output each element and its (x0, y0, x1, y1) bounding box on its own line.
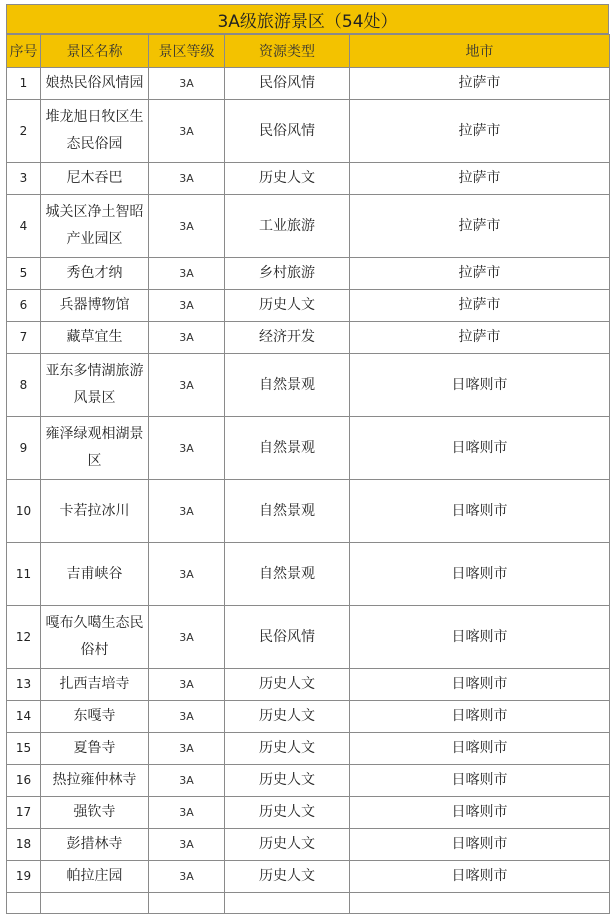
table-row (7, 480, 610, 543)
cell-grade: 3A (149, 68, 225, 100)
cell-city: 拉萨市 (350, 100, 610, 163)
column-header-name: 景区名称 (41, 35, 149, 68)
cell-grade: 3A (149, 354, 225, 417)
cell-name: 秀色才纳 (41, 258, 149, 290)
cell-city: 日喀则市 (350, 797, 610, 829)
cell-name: 东嘎寺 (41, 701, 149, 733)
cell-seq: 14 (7, 701, 41, 733)
cell-grade: 3A (149, 480, 225, 543)
cell-type: 历史人文 (225, 669, 350, 701)
cell-name: 卡若拉冰川 (41, 480, 149, 543)
cell-name: 藏草宜生 (41, 322, 149, 354)
cell-seq: 18 (7, 829, 41, 861)
cell-city: 日喀则市 (350, 829, 610, 861)
cell-grade: 3A (149, 417, 225, 480)
cell-seq: 15 (7, 733, 41, 765)
table-row (7, 258, 610, 290)
cell-empty (149, 893, 225, 914)
table-row (7, 195, 610, 258)
cell-grade: 3A (149, 606, 225, 669)
cell-name: 堆龙旭日牧区生态民俗园 (41, 100, 149, 163)
cell-grade: 3A (149, 163, 225, 195)
cell-name: 尼木吞巴 (41, 163, 149, 195)
cell-grade: 3A (149, 290, 225, 322)
cell-name: 嘎布久噶生态民俗村 (41, 606, 149, 669)
cell-seq: 2 (7, 100, 41, 163)
cell-type: 自然景观 (225, 354, 350, 417)
table-row (7, 290, 610, 322)
cell-empty (350, 893, 610, 914)
cell-seq: 5 (7, 258, 41, 290)
cell-grade: 3A (149, 543, 225, 606)
cell-seq: 13 (7, 669, 41, 701)
cell-type: 民俗风情 (225, 606, 350, 669)
cell-city: 日喀则市 (350, 701, 610, 733)
cell-name: 亚东多情湖旅游风景区 (41, 354, 149, 417)
cell-seq: 3 (7, 163, 41, 195)
cell-name: 雍泽绿观相湖景区 (41, 417, 149, 480)
cell-city: 日喀则市 (350, 354, 610, 417)
cell-name: 热拉雍仲林寺 (41, 765, 149, 797)
cell-city: 日喀则市 (350, 480, 610, 543)
cell-name: 彭措林寺 (41, 829, 149, 861)
cell-grade: 3A (149, 861, 225, 893)
cell-type: 自然景观 (225, 543, 350, 606)
table-row (7, 797, 610, 829)
cell-name: 兵器博物馆 (41, 290, 149, 322)
cell-seq: 8 (7, 354, 41, 417)
header-row (7, 35, 610, 68)
cell-city: 日喀则市 (350, 417, 610, 480)
table-title: 3A级旅游景区（54处） (6, 4, 609, 34)
cell-grade: 3A (149, 258, 225, 290)
column-header-city: 地市 (350, 35, 610, 68)
cell-name: 扎西吉培寺 (41, 669, 149, 701)
cell-type: 历史人文 (225, 829, 350, 861)
table-row (7, 733, 610, 765)
cell-type: 历史人文 (225, 861, 350, 893)
table-row (7, 829, 610, 861)
cell-empty (225, 893, 350, 914)
column-header-grade: 景区等级 (149, 35, 225, 68)
table-row (7, 861, 610, 893)
cell-city: 日喀则市 (350, 733, 610, 765)
cell-city: 拉萨市 (350, 290, 610, 322)
table-row (7, 322, 610, 354)
cell-city: 拉萨市 (350, 195, 610, 258)
cell-name: 吉甫峡谷 (41, 543, 149, 606)
cell-city: 日喀则市 (350, 765, 610, 797)
scenic-area-table-sheet (6, 4, 609, 914)
cell-grade: 3A (149, 100, 225, 163)
cell-empty (41, 893, 149, 914)
cell-name: 夏鲁寺 (41, 733, 149, 765)
cell-city: 拉萨市 (350, 258, 610, 290)
cell-seq: 7 (7, 322, 41, 354)
table-row (7, 669, 610, 701)
cell-type: 经济开发 (225, 322, 350, 354)
cell-seq: 10 (7, 480, 41, 543)
cell-grade: 3A (149, 829, 225, 861)
cell-name: 城关区净土智昭产业园区 (41, 195, 149, 258)
cell-type: 历史人文 (225, 163, 350, 195)
cell-empty (7, 893, 41, 914)
table-row (7, 68, 610, 100)
cell-grade: 3A (149, 322, 225, 354)
table-row (7, 354, 610, 417)
cell-grade: 3A (149, 733, 225, 765)
cell-type: 民俗风情 (225, 100, 350, 163)
cell-seq: 11 (7, 543, 41, 606)
table-row-cut-off (7, 893, 610, 914)
table-row (7, 163, 610, 195)
cell-grade: 3A (149, 195, 225, 258)
cell-seq: 19 (7, 861, 41, 893)
table-row (7, 543, 610, 606)
cell-seq: 4 (7, 195, 41, 258)
cell-type: 工业旅游 (225, 195, 350, 258)
table-row (7, 100, 610, 163)
table-row (7, 606, 610, 669)
cell-type: 历史人文 (225, 701, 350, 733)
cell-type: 历史人文 (225, 733, 350, 765)
table-row (7, 765, 610, 797)
cell-city: 日喀则市 (350, 669, 610, 701)
cell-type: 历史人文 (225, 797, 350, 829)
cell-seq: 16 (7, 765, 41, 797)
cell-name: 强钦寺 (41, 797, 149, 829)
table-row (7, 417, 610, 480)
cell-seq: 12 (7, 606, 41, 669)
cell-seq: 6 (7, 290, 41, 322)
cell-name: 娘热民俗风情园 (41, 68, 149, 100)
cell-city: 日喀则市 (350, 543, 610, 606)
cell-seq: 9 (7, 417, 41, 480)
cell-type: 自然景观 (225, 417, 350, 480)
cell-city: 拉萨市 (350, 322, 610, 354)
cell-city: 拉萨市 (350, 68, 610, 100)
cell-grade: 3A (149, 669, 225, 701)
cell-city: 日喀则市 (350, 606, 610, 669)
cell-type: 历史人文 (225, 290, 350, 322)
cell-type: 自然景观 (225, 480, 350, 543)
cell-seq: 17 (7, 797, 41, 829)
cell-type: 历史人文 (225, 765, 350, 797)
scenic-area-table (6, 34, 610, 914)
cell-name: 帕拉庄园 (41, 861, 149, 893)
table-row (7, 701, 610, 733)
cell-city: 日喀则市 (350, 861, 610, 893)
cell-grade: 3A (149, 765, 225, 797)
cell-grade: 3A (149, 701, 225, 733)
cell-type: 乡村旅游 (225, 258, 350, 290)
cell-grade: 3A (149, 797, 225, 829)
cell-type: 民俗风情 (225, 68, 350, 100)
column-header-type: 资源类型 (225, 35, 350, 68)
column-header-seq: 序号 (7, 35, 41, 68)
cell-city: 拉萨市 (350, 163, 610, 195)
cell-seq: 1 (7, 68, 41, 100)
